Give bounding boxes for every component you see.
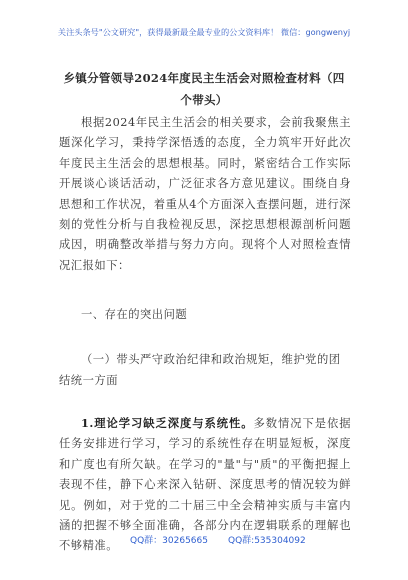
- header-promo-note: 关注头条号"公文研究"，获得最新最全最专业的公文资料库！ 微信：gongwenyj: [57, 27, 351, 37]
- document-title: 乡镇分管领导2024年度民主生活会对照检查材料（四个带头）: [63, 71, 345, 107]
- intro-paragraph: 根据2024年民主生活会的相关要求，会前我聚焦主题深化学习，秉持学深悟透的态度，全力筑牢开好此次年度民主生活会的思想根基。同时，紧密结合工作实际开展谈心谈话活动，广泛征求各方意见建议。围绕自身思想和工作状况，着重从4个方面深入查摆问题，进行深刻的党性分析与自我检视反思，深挖思想根源剖析问题成因，明确整改举措与努力方向。现将个人对照检查情况汇报如下：: [59, 116, 351, 272]
- point-label: 1.理论学习缺乏深度与系统性。: [81, 416, 254, 430]
- section-heading: 一、存在的突出问题: [81, 308, 188, 321]
- footer-qq-group-2: QQ群:535304092: [228, 536, 306, 546]
- footer-qq-group-1: QQ群：30265665: [130, 536, 208, 546]
- point-text: 多数情况下是依据任务安排进行学习，学习的系统性存在明显短板，深度和广度也有所欠缺。在学习的"量"与"质"的平衡把握上表现不佳，静下心来深入钻研、深度思考的情况较为鲜见。例如，对于党的二十届三中全会精神实质与丰富内涵的把握不够全面准确，各部分内在逻辑联系的理解也不够精准。: [59, 417, 351, 553]
- subsection-heading: （一）带头严守政治纪律和政治规矩，维护党的团结统一方面: [59, 353, 341, 387]
